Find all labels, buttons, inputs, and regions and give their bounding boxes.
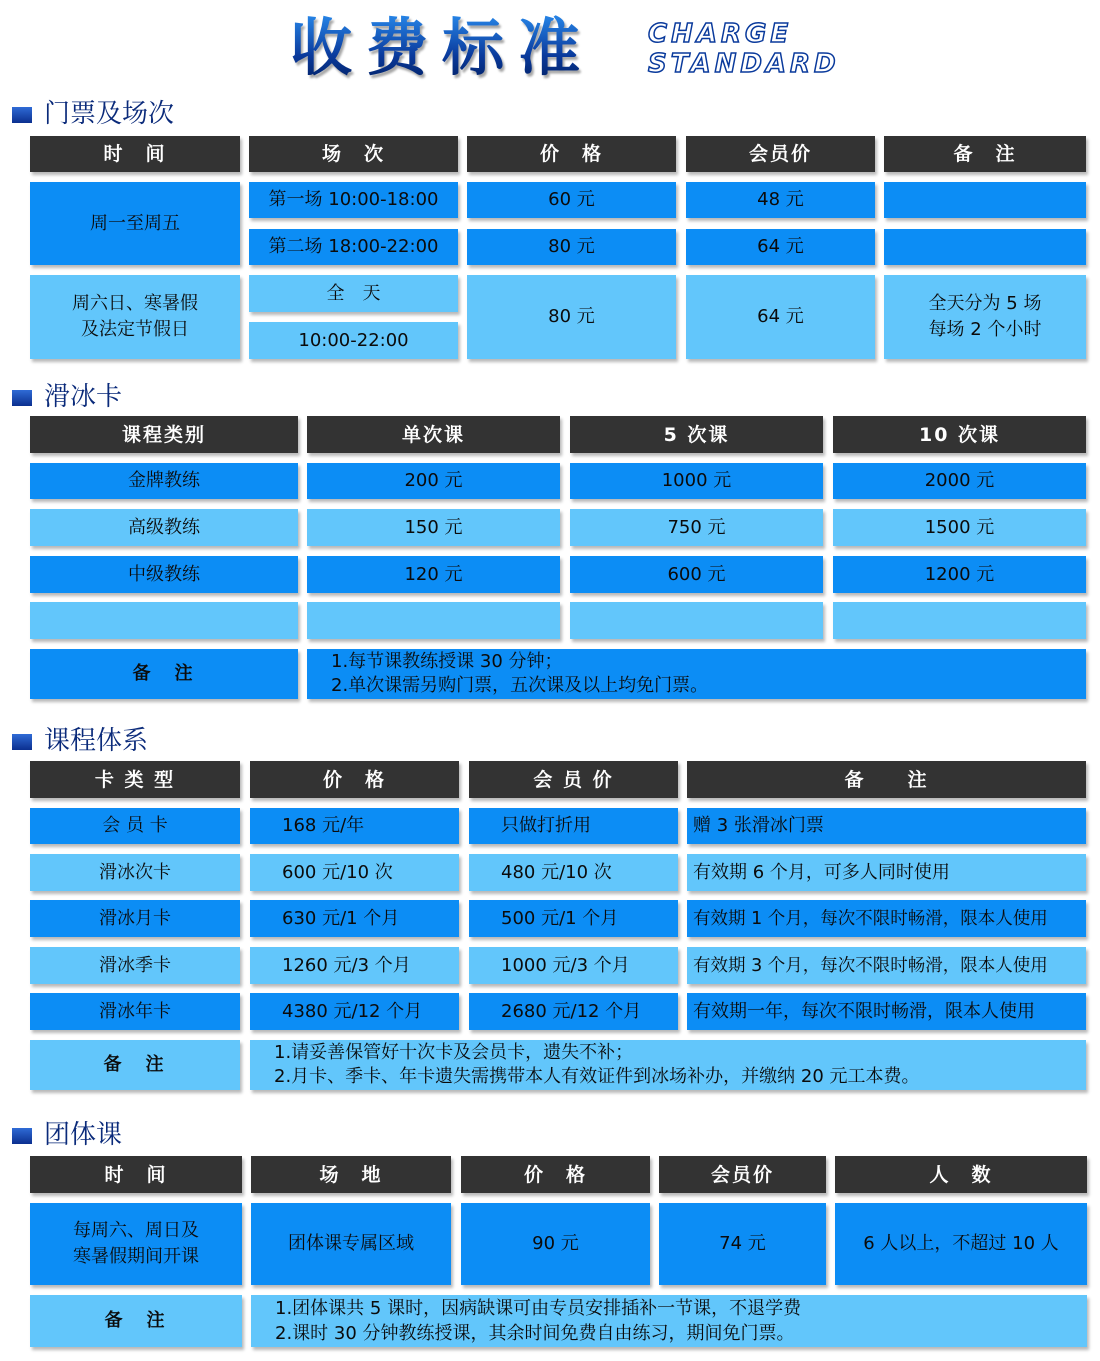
courses-row3-type: 滑冰月卡	[30, 900, 240, 937]
tickets-session2: 第二场 18:00-22:00	[249, 229, 458, 265]
skate-row3-category: 中级教练	[30, 556, 298, 593]
group-member: 74 元	[659, 1203, 826, 1285]
skate-row3-single: 120 元	[307, 556, 560, 593]
group-price: 90 元	[461, 1203, 650, 1285]
group-time-line1: 每周六、周日及	[73, 1220, 199, 1241]
group-venue: 团体课专属区域	[251, 1203, 451, 1285]
group-note-label: 备 注	[30, 1295, 242, 1347]
tickets-weekend-line2: 及法定节假日	[81, 319, 189, 340]
courses-row1-type: 会 员 卡	[30, 808, 240, 844]
page-subtitle-line2: STANDARD	[648, 49, 840, 79]
courses-row2-note: 有效期 6 个月，可多人同时使用	[687, 854, 1086, 891]
skate-row1-five: 1000 元	[570, 463, 823, 499]
skate-row1-single: 200 元	[307, 463, 560, 499]
skate-row3-ten: 1200 元	[833, 556, 1086, 593]
tickets-session1: 第一场 10:00-18:00	[249, 182, 458, 218]
section-bullet-icon	[12, 734, 32, 750]
skate-note-text	[307, 649, 1086, 699]
skate-header-five: 5 次课	[570, 416, 823, 453]
skate-row2-ten: 1500 元	[833, 509, 1086, 546]
tickets-header-price: 价 格	[467, 136, 676, 172]
courses-row4-member: 1000 元/3 个月	[469, 947, 678, 984]
skate-note-label: 备 注	[30, 649, 298, 699]
tickets-header-member: 会员价	[686, 136, 875, 172]
group-header-time: 时 间	[30, 1156, 242, 1193]
tickets-session1-note	[884, 182, 1086, 218]
tickets-weekend-note	[884, 275, 1086, 359]
skate-row4-five	[570, 602, 823, 639]
section-title-courses: 课程体系	[44, 726, 149, 756]
courses-row2-type: 滑冰次卡	[30, 854, 240, 891]
page-title: 收费标准	[290, 11, 595, 84]
skate-row4-ten	[833, 602, 1086, 639]
tickets-header-note: 备 注	[884, 136, 1086, 172]
courses-row3-member: 500 元/1 个月	[469, 900, 678, 937]
group-header-member: 会员价	[659, 1156, 826, 1193]
skate-note-line1: 1.每节课教练授课 30 分钟；	[331, 651, 563, 672]
skate-row4-category	[30, 602, 298, 639]
group-people: 6 人以上，不超过 10 人	[835, 1203, 1087, 1285]
tickets-weekend-line1: 周六日、寒暑假	[72, 293, 198, 314]
courses-row3-note: 有效期 1 个月，每次不限时畅滑，限本人使用	[687, 900, 1086, 937]
page-subtitle-line1: CHARGE	[648, 19, 793, 49]
courses-row4-type: 滑冰季卡	[30, 947, 240, 984]
group-note-line1: 1.团体课共 5 课时，因病缺课可由专员安排插补一节课，不退学费	[275, 1298, 802, 1319]
skate-row3-five: 600 元	[570, 556, 823, 593]
courses-note-line1: 1.请妥善保管好十次卡及会员卡，遗失不补；	[274, 1042, 634, 1063]
skate-row1-ten: 2000 元	[833, 463, 1086, 499]
tickets-session2-price: 80 元	[467, 229, 676, 265]
tickets-session2-note	[884, 229, 1086, 265]
skate-row1-category: 金牌教练	[30, 463, 298, 499]
courses-row5-note: 有效期一年，每次不限时畅滑，限本人使用	[687, 993, 1086, 1030]
courses-note-text	[250, 1040, 1086, 1090]
section-bullet-icon	[12, 1128, 32, 1144]
skate-header-single: 单次课	[307, 416, 560, 453]
group-header-price: 价 格	[461, 1156, 650, 1193]
group-header-venue: 场 地	[251, 1156, 451, 1193]
tickets-weekend-member: 64 元	[686, 275, 875, 359]
skate-header-category: 课程类别	[30, 416, 298, 453]
courses-row2-price: 600 元/10 次	[250, 854, 459, 891]
group-note-line2: 2.课时 30 分钟教练授课，其余时间免费自由练习，期间免门票。	[275, 1323, 795, 1344]
courses-note-label: 备 注	[30, 1040, 240, 1090]
group-header-people: 人 数	[835, 1156, 1087, 1193]
tickets-allday-time: 10:00-22:00	[249, 322, 458, 359]
skate-note-line2: 2.单次课需另购门票，五次课及以上均免门票。	[331, 675, 709, 696]
skate-row2-five: 750 元	[570, 509, 823, 546]
courses-header-price: 价 格	[250, 761, 459, 798]
group-time	[30, 1203, 242, 1285]
courses-row5-type: 滑冰年卡	[30, 993, 240, 1030]
courses-row5-member: 2680 元/12 个月	[469, 993, 678, 1030]
courses-row1-note: 赠 3 张滑冰门票	[687, 808, 1086, 844]
tickets-weekend-label	[30, 275, 240, 359]
tickets-header-session: 场 次	[249, 136, 458, 172]
courses-row4-note: 有效期 3 个月，每次不限时畅滑，限本人使用	[687, 947, 1086, 984]
courses-row5-price: 4380 元/12 个月	[250, 993, 459, 1030]
section-title-skate-card: 滑冰卡	[44, 382, 123, 412]
section-bullet-icon	[12, 107, 32, 123]
courses-header-note: 备 注	[687, 761, 1086, 798]
tickets-allday: 全 天	[249, 275, 458, 312]
skate-row2-category: 高级教练	[30, 509, 298, 546]
courses-row3-price: 630 元/1 个月	[250, 900, 459, 937]
tickets-session1-member: 48 元	[686, 182, 875, 218]
tickets-weekend-price: 80 元	[467, 275, 676, 359]
section-bullet-icon	[12, 390, 32, 406]
courses-row1-price: 168 元/年	[250, 808, 459, 844]
skate-row4-single	[307, 602, 560, 639]
skate-header-ten: 10 次课	[833, 416, 1086, 453]
skate-row2-single: 150 元	[307, 509, 560, 546]
courses-row1-member: 只做打折用	[469, 808, 678, 844]
tickets-weekday-label: 周一至周五	[30, 182, 240, 265]
courses-header-type: 卡 类 型	[30, 761, 240, 798]
section-title-group: 团体课	[44, 1120, 123, 1150]
tickets-session1-price: 60 元	[467, 182, 676, 218]
group-time-line2: 寒暑假期间开课	[73, 1246, 199, 1267]
group-note-text	[251, 1295, 1087, 1347]
courses-row4-price: 1260 元/3 个月	[250, 947, 459, 984]
tickets-header-time: 时 间	[30, 136, 240, 172]
courses-note-line2: 2.月卡、季卡、年卡遗失需携带本人有效证件到冰场补办，并缴纳 20 元工本费。	[274, 1066, 920, 1087]
tickets-session2-member: 64 元	[686, 229, 875, 265]
tickets-weekend-note-line2: 每场 2 个小时	[928, 319, 1042, 340]
courses-row2-member: 480 元/10 次	[469, 854, 678, 891]
tickets-weekend-note-line1: 全天分为 5 场	[928, 293, 1042, 314]
section-title-tickets: 门票及场次	[44, 99, 175, 129]
courses-header-member: 会 员 价	[469, 761, 678, 798]
